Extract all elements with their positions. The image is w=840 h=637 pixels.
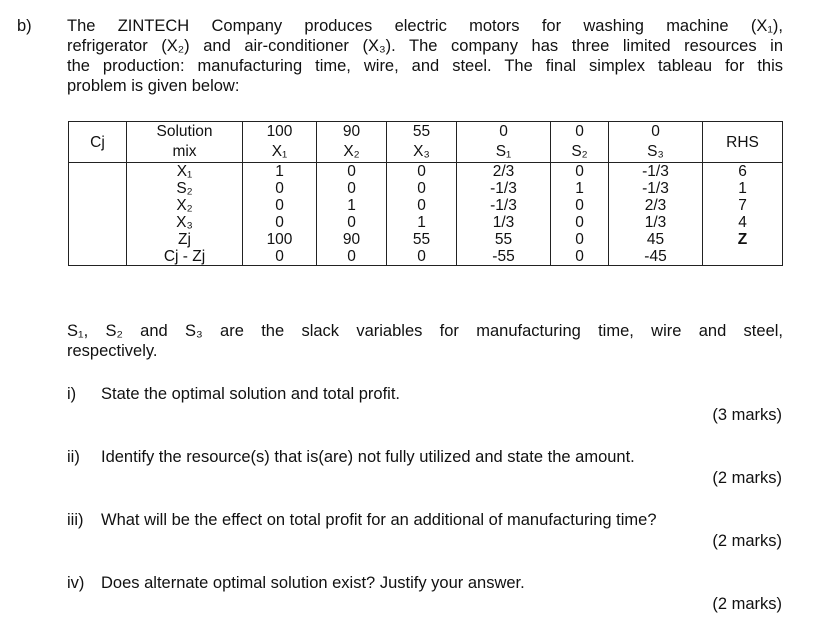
row-label: Cj - Zj — [127, 248, 243, 266]
coefficient-cell: 0 — [551, 197, 609, 214]
coefficient-cell: 0 — [551, 248, 609, 266]
coefficient-cell: 0 — [387, 197, 457, 214]
part-i-number: i) — [67, 385, 77, 403]
coefficient-cell: 1 — [387, 214, 457, 231]
basis-variable: X₂ — [127, 197, 243, 214]
solution-mix-label-2: mix — [127, 142, 243, 163]
tableau-header-row-var — [69, 142, 783, 163]
intro-line-4: problem is given below: — [67, 77, 240, 95]
cj-value: 55 — [387, 122, 457, 143]
question-intro — [67, 16, 783, 96]
part-iv-text: Does alternate optimal solution exist? Justify your answer. — [101, 574, 525, 592]
coefficient-cell: 1/3 — [457, 214, 551, 231]
cj-cell-empty — [69, 163, 127, 181]
cj-value: 100 — [243, 122, 317, 143]
coefficient-cell: 0 — [243, 214, 317, 231]
part-ii-number: ii) — [67, 448, 80, 466]
simplex-tableau — [68, 121, 783, 266]
cj-value: 90 — [317, 122, 387, 143]
coefficient-cell: 0 — [317, 214, 387, 231]
cj-value: 0 — [457, 122, 551, 143]
coefficient-cell: 1 — [317, 197, 387, 214]
coefficient-cell: -1/3 — [457, 197, 551, 214]
coefficient-cell: 55 — [387, 231, 457, 248]
note-line-1: S₁, S₂ and S₃ are the slack variables for manufacturing time, wire and steel, — [67, 322, 783, 340]
row-label: Zj — [127, 231, 243, 248]
tableau-row — [69, 197, 783, 214]
rhs-cell: 1 — [703, 180, 783, 197]
rhs-cell: 6 — [703, 163, 783, 181]
rhs-label: RHS — [703, 122, 783, 163]
note-line-2: respectively. — [67, 342, 158, 360]
part-ii-marks: (2 marks) — [712, 469, 782, 487]
coefficient-cell: 0 — [387, 180, 457, 197]
basis-variable: X₁ — [127, 163, 243, 181]
part-iv-number: iv) — [67, 574, 85, 592]
part-iii-text: What will be the effect on total profit for an additional of manufacturing time? — [101, 511, 657, 529]
rhs-cell — [703, 248, 783, 266]
tableau-header-row-cj — [69, 122, 783, 143]
cj-label: Cj — [69, 122, 127, 163]
coefficient-cell: 90 — [317, 231, 387, 248]
coefficient-cell: 2/3 — [457, 163, 551, 181]
question-label: b) — [17, 17, 32, 35]
coefficient-cell: 55 — [457, 231, 551, 248]
variable-name: S₃ — [609, 142, 703, 163]
coefficient-cell: 0 — [387, 248, 457, 266]
coefficient-cell: 100 — [243, 231, 317, 248]
zj-row — [69, 231, 783, 248]
cj-cell-empty — [69, 231, 127, 248]
variable-name: S₂ — [551, 142, 609, 163]
coefficient-cell: 1 — [551, 180, 609, 197]
part-i-text: State the optimal solution and total profit. — [101, 385, 401, 403]
coefficient-cell: -1/3 — [609, 180, 703, 197]
tableau-row — [69, 214, 783, 231]
coefficient-cell: 1 — [243, 163, 317, 181]
intro-line-3: the production: manufacturing time, wire, and steel. The final simplex tableau for this — [67, 57, 783, 75]
part-iii-marks: (2 marks) — [712, 532, 782, 550]
slack-note — [67, 321, 783, 361]
part-iv-marks: (2 marks) — [712, 595, 782, 613]
coefficient-cell: -1/3 — [609, 163, 703, 181]
variable-name: X₃ — [387, 142, 457, 163]
cj-zj-row — [69, 248, 783, 266]
solution-mix-label-1: Solution — [127, 122, 243, 143]
coefficient-cell: -1/3 — [457, 180, 551, 197]
coefficient-cell: 2/3 — [609, 197, 703, 214]
part-iii-number: iii) — [67, 511, 84, 529]
coefficient-cell: 0 — [317, 163, 387, 181]
rhs-cell: 7 — [703, 197, 783, 214]
coefficient-cell: 45 — [609, 231, 703, 248]
tableau-row — [69, 180, 783, 197]
coefficient-cell: 0 — [551, 231, 609, 248]
coefficient-cell: 0 — [551, 214, 609, 231]
coefficient-cell: 0 — [387, 163, 457, 181]
intro-line-1: The ZINTECH Company produces electric motors for washing machine (X₁), — [67, 17, 783, 35]
coefficient-cell: -45 — [609, 248, 703, 266]
variable-name: S₁ — [457, 142, 551, 163]
cj-cell-empty — [69, 248, 127, 266]
coefficient-cell: 1/3 — [609, 214, 703, 231]
part-i-marks: (3 marks) — [712, 406, 782, 424]
cj-cell-empty — [69, 197, 127, 214]
coefficient-cell: 0 — [243, 248, 317, 266]
coefficient-cell: 0 — [317, 248, 387, 266]
coefficient-cell: 0 — [243, 180, 317, 197]
coefficient-cell: 0 — [551, 163, 609, 181]
cj-cell-empty — [69, 180, 127, 197]
cj-cell-empty — [69, 214, 127, 231]
coefficient-cell: 0 — [243, 197, 317, 214]
coefficient-cell: -55 — [457, 248, 551, 266]
part-ii-text: Identify the resource(s) that is(are) not fully utilized and state the amount. — [101, 448, 635, 466]
variable-name: X₂ — [317, 142, 387, 163]
cj-value: 0 — [609, 122, 703, 143]
intro-line-2: refrigerator (X₂) and air-conditioner (X₃). The company has three limited resources in — [67, 37, 783, 55]
cj-value: 0 — [551, 122, 609, 143]
tableau-row — [69, 163, 783, 181]
coefficient-cell: 0 — [317, 180, 387, 197]
basis-variable: S₂ — [127, 180, 243, 197]
variable-name: X₁ — [243, 142, 317, 163]
objective-value-z: Z — [703, 231, 783, 248]
rhs-cell: 4 — [703, 214, 783, 231]
basis-variable: X₃ — [127, 214, 243, 231]
